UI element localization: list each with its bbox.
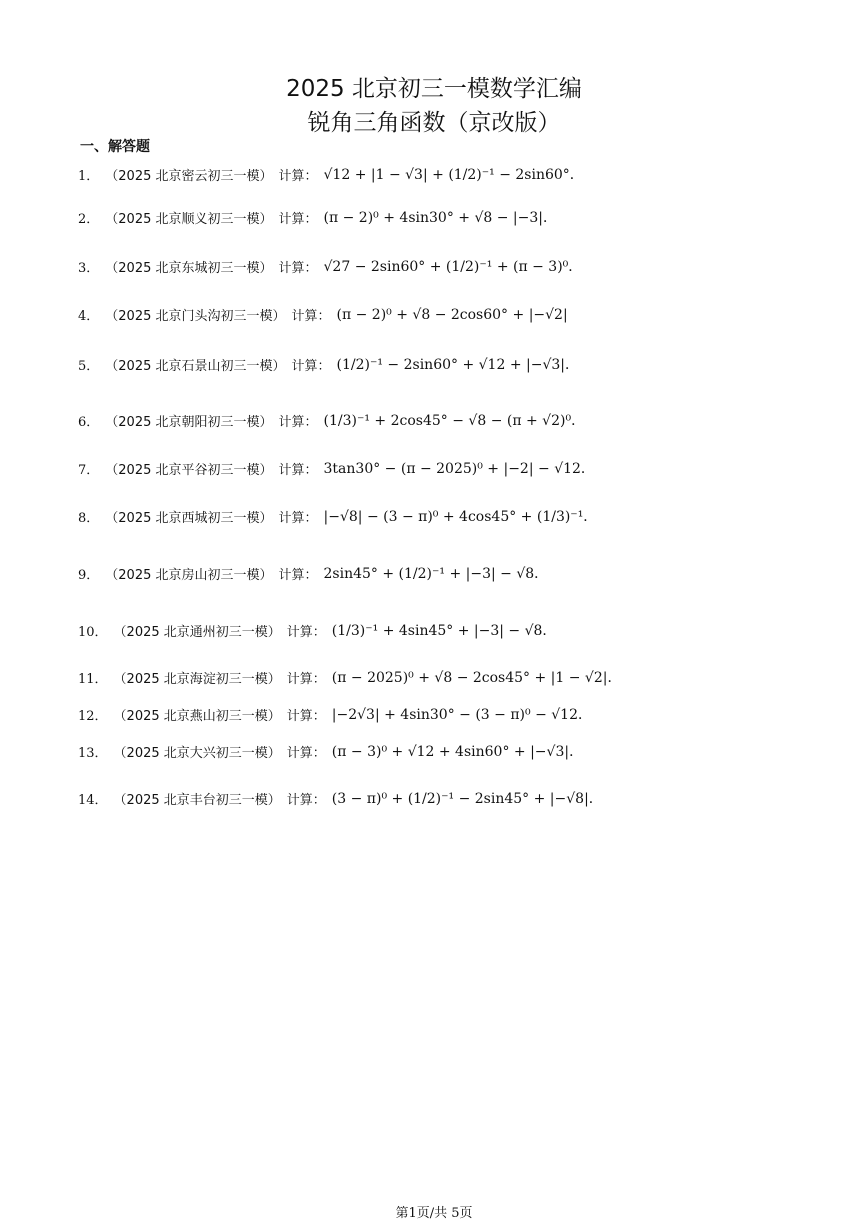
problem-source: （2025 北京顺义初三一模） (105, 211, 273, 227)
problem-expression: (1/3)⁻¹ + 2cos45° − √8 − (π + √2)⁰． (323, 413, 586, 429)
problem-instruction: 计算： (278, 462, 318, 478)
problem-instruction: 计算： (278, 168, 318, 184)
problem-expression: (π − 2)⁰ + √8 − 2cos60° + |−√2| (336, 306, 568, 323)
problem-number: 11． (78, 671, 108, 687)
problem-expression: |−√8| − (3 − π)⁰ + 4cos45° + (1/3)⁻¹． (323, 509, 598, 525)
problem-instruction: 计算： (286, 624, 326, 640)
problem-number: 6． (78, 414, 100, 430)
problem-source: （2025 北京东城初三一模） (105, 260, 273, 276)
problem-instruction: 计算： (286, 745, 326, 761)
problem-source: （2025 北京石景山初三一模） (105, 358, 286, 374)
problem-instruction: 计算： (278, 260, 318, 276)
problem-number: 1． (78, 168, 100, 184)
problem-number: 14． (78, 792, 108, 808)
problem-item (78, 207, 557, 227)
section-heading: 一、解答题 (80, 139, 150, 155)
problem-source: （2025 北京平谷初三一模） (105, 462, 273, 478)
problem-source: （2025 北京西城初三一模） (105, 510, 273, 526)
problem-number: 13． (78, 745, 108, 761)
problem-expression: 2sin45° + (1/2)⁻¹ + |−3| − √8． (323, 566, 549, 582)
problem-source: （2025 北京朝阳初三一模） (105, 414, 273, 430)
problem-item (78, 305, 568, 324)
problem-item (78, 506, 597, 526)
problem-instruction: 计算： (286, 708, 326, 724)
problem-number: 3． (78, 260, 100, 276)
problem-instruction: 计算： (278, 211, 318, 227)
document-title: 2025 北京初三一模数学汇编 (286, 76, 582, 102)
problem-instruction: 计算： (291, 309, 331, 324)
problem-instruction: 计算： (286, 671, 326, 687)
problem-item (78, 704, 592, 724)
problem-item (78, 788, 603, 808)
problem-item (78, 563, 548, 583)
problem-instruction: 计算： (278, 414, 318, 430)
problem-item (78, 164, 584, 184)
problem-source: （2025 北京丰台初三一模） (113, 792, 281, 808)
problem-expression: √12 + |1 − √3| + (1/2)⁻¹ − 2sin60°． (323, 167, 584, 183)
problem-item (78, 410, 585, 430)
problem-expression: (1/2)⁻¹ − 2sin60° + √12 + |−√3|． (336, 357, 579, 373)
problem-source: （2025 北京海淀初三一模） (113, 671, 281, 687)
problem-expression: (1/3)⁻¹ + 4sin45° + |−3| − √8． (331, 623, 557, 639)
problem-number: 4． (78, 309, 100, 324)
problem-item (78, 620, 556, 640)
problem-source: （2025 北京通州初三一模） (113, 624, 281, 640)
problem-number: 12． (78, 708, 108, 724)
problem-instruction: 计算： (286, 792, 326, 808)
document-subtitle: 锐角三角函数（京改版） (307, 110, 561, 136)
problem-expression: √27 − 2sin60° + (1/2)⁻¹ + (π − 3)⁰． (323, 259, 583, 275)
page-number: 第1页/共 5页 (395, 1206, 473, 1221)
problem-source: （2025 北京大兴初三一模） (113, 745, 281, 761)
problem-expression: 3tan30° − (π − 2025)⁰ + |−2| − √12． (323, 461, 595, 477)
problem-number: 9． (78, 567, 100, 583)
problem-expression: (3 − π)⁰ + (1/2)⁻¹ − 2sin45° + |−√8|． (331, 791, 603, 807)
problem-number: 10． (78, 624, 108, 640)
problem-number: 5． (78, 358, 100, 374)
problem-instruction: 计算： (278, 567, 318, 583)
problem-source: （2025 北京燕山初三一模） (113, 708, 281, 724)
problem-source: （2025 北京门头沟初三一模） (105, 309, 286, 324)
problem-source: （2025 北京密云初三一模） (105, 168, 273, 184)
problem-item (78, 458, 595, 478)
problem-item (78, 741, 583, 761)
problem-number: 7． (78, 462, 100, 478)
problem-item (78, 354, 579, 374)
problem-instruction: 计算： (278, 510, 318, 526)
problem-source: （2025 北京房山初三一模） (105, 567, 273, 583)
problem-instruction: 计算： (291, 358, 331, 374)
problem-expression: (π − 2)⁰ + 4sin30° + √8 − |−3|． (323, 210, 557, 226)
problem-item (78, 667, 621, 687)
problem-expression: |−2√3| + 4sin30° − (3 − π)⁰ − √12． (331, 707, 592, 723)
problem-item (78, 256, 582, 276)
problem-number: 8． (78, 510, 100, 526)
problem-number: 2． (78, 211, 100, 227)
problem-expression: (π − 3)⁰ + √12 + 4sin60° + |−√3|． (331, 744, 584, 760)
problem-expression: (π − 2025)⁰ + √8 − 2cos45° + |1 − √2|． (331, 670, 622, 686)
